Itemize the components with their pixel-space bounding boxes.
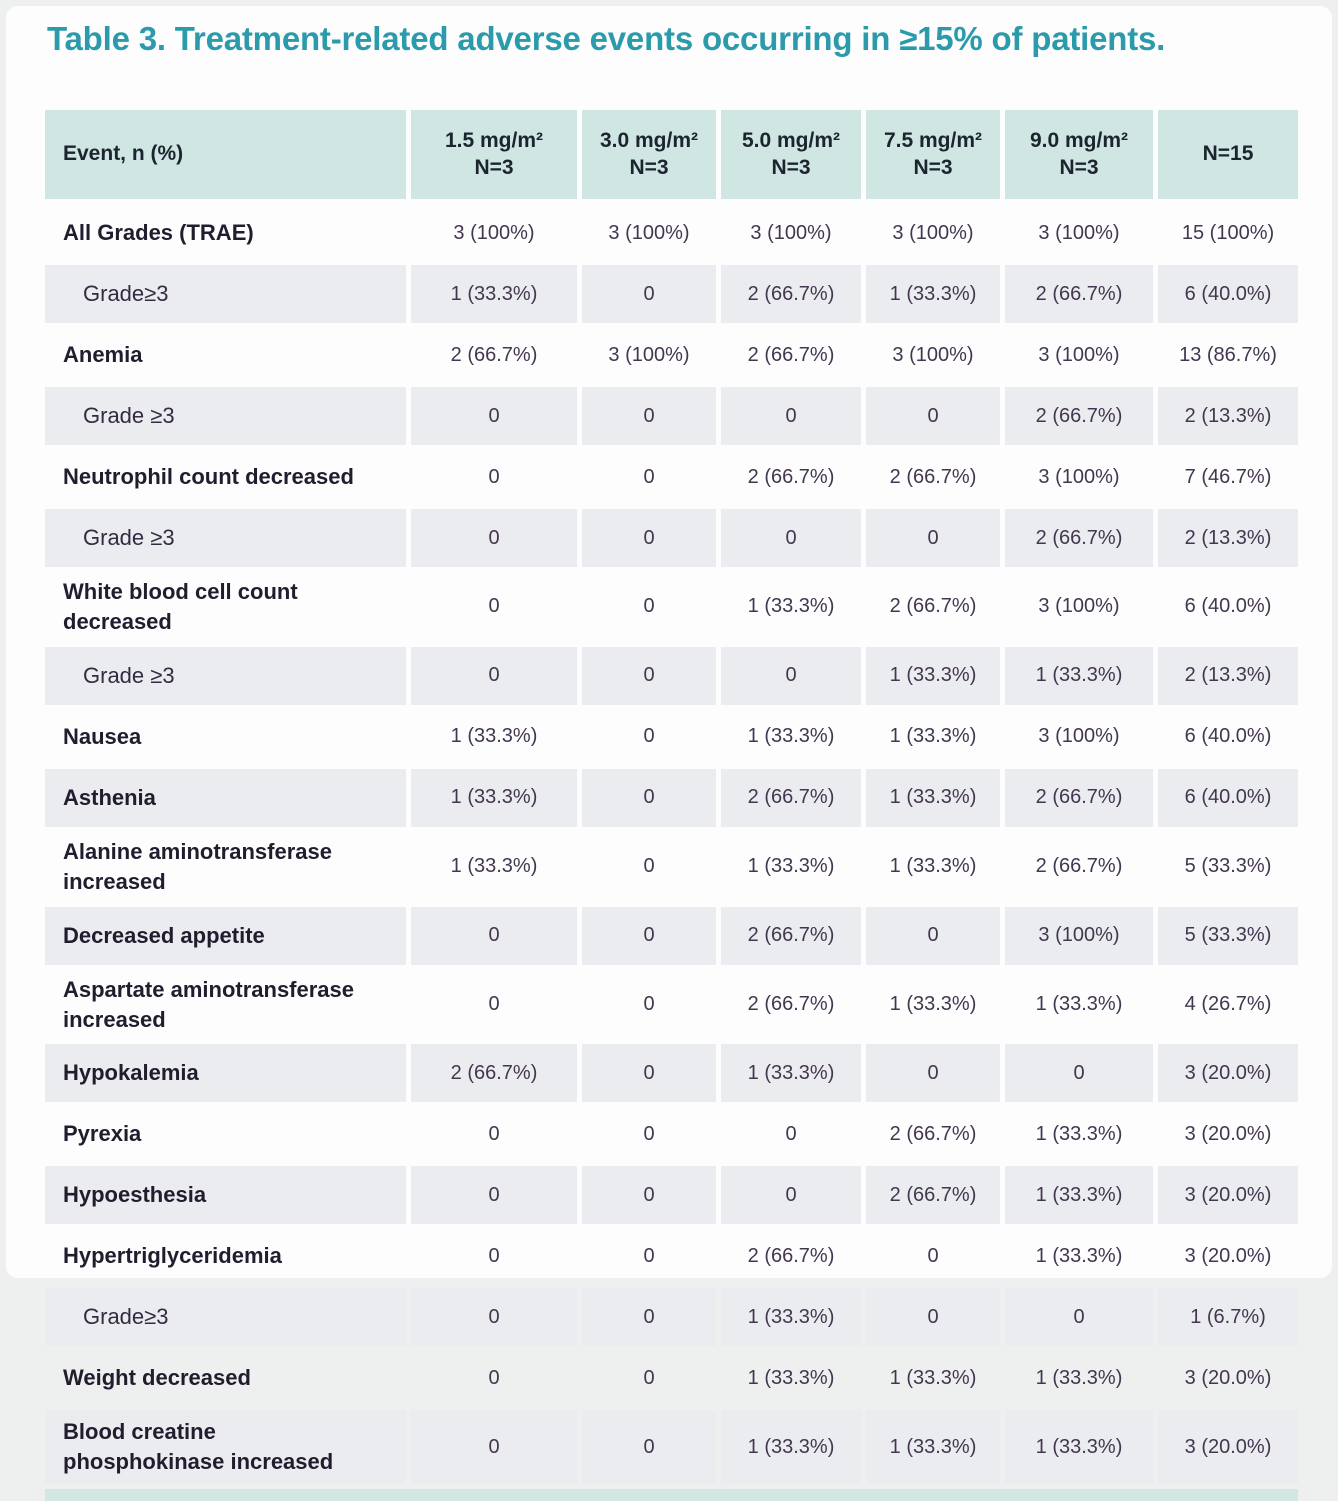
value-cell: 1 (33.3%): [866, 1410, 1000, 1484]
column-header-dose-1: [582, 110, 716, 199]
value-cell: 0: [643, 1122, 655, 1145]
value-cell: 1 (33.3%): [411, 265, 577, 323]
value-cell: 0: [411, 387, 577, 445]
value-cell: 3 (100%): [608, 343, 690, 366]
event-name-cell: Grade≥3: [45, 265, 406, 323]
value-cell: 7 (46.7%): [1184, 465, 1272, 488]
event-row: [45, 1044, 1298, 1102]
event-name-cell: Weight decreased: [63, 1365, 251, 1391]
value-cell: 0: [582, 907, 716, 965]
value-cell: 3 (100%): [1038, 465, 1120, 488]
value-cell: 0: [411, 1166, 577, 1224]
value-cell: 0: [582, 1410, 716, 1484]
value-cell: 0: [643, 595, 655, 618]
value-cell: 3 (100%): [1038, 595, 1120, 618]
value-cell: 1 (33.3%): [747, 1366, 835, 1389]
value-cell: 2 (66.7%): [721, 769, 861, 827]
n-label: N=3: [474, 155, 514, 179]
value-cell: 3 (20.0%): [1184, 1244, 1272, 1267]
value-cell: 1 (33.3%): [721, 1410, 861, 1484]
event-row: [45, 968, 1298, 1042]
value-cell: 2 (66.7%): [721, 265, 861, 323]
event-name-cell: Grade ≥3: [45, 387, 406, 445]
value-cell: 0: [785, 1122, 797, 1145]
grade-sub-row: [45, 509, 1298, 567]
value-cell: 1 (33.3%): [747, 595, 835, 618]
table-footer-bar: [45, 1489, 1298, 1501]
n-label: N=3: [913, 155, 953, 179]
dose-label: 5.0 mg/m²: [741, 129, 841, 153]
value-cell: 6 (40.0%): [1184, 725, 1272, 748]
column-header-dose-4: [1005, 110, 1153, 199]
value-cell: 0: [582, 1288, 716, 1346]
value-cell: 3 (100%): [750, 221, 832, 244]
value-cell: 2 (66.7%): [889, 595, 977, 618]
value-cell: 1 (33.3%): [450, 725, 538, 748]
n-label: N=3: [629, 155, 669, 179]
value-cell: 0: [643, 725, 655, 748]
n-label: N=3: [771, 155, 811, 179]
dose-label: 7.5 mg/m²: [883, 129, 983, 153]
value-cell: 0: [721, 387, 861, 445]
value-cell: 0: [582, 1044, 716, 1102]
value-cell: 1 (33.3%): [450, 855, 538, 878]
event-row: [45, 326, 1298, 384]
event-name-cell: Anemia: [63, 342, 143, 368]
value-cell: 3 (100%): [892, 221, 974, 244]
value-cell: 1 (33.3%): [889, 993, 977, 1016]
value-cell: 2 (66.7%): [721, 907, 861, 965]
value-cell: 1 (33.3%): [411, 769, 577, 827]
event-row: [45, 570, 1298, 644]
value-cell: 6 (40.0%): [1184, 595, 1272, 618]
value-cell: 2 (66.7%): [747, 1244, 835, 1267]
event-name-cell: Blood creatine phosphokinase increased: [45, 1410, 406, 1484]
table-title: Table 3. Treatment-related adverse events occurring in ≥15% of patients.: [47, 20, 1166, 57]
value-cell: 0: [488, 1122, 500, 1145]
value-cell: 3 (20.0%): [1184, 1366, 1272, 1389]
value-cell: 0: [866, 1288, 1000, 1346]
value-cell: 4 (26.7%): [1184, 993, 1272, 1016]
event-name-cell: Grade ≥3: [45, 509, 406, 567]
adverse-events-table: [45, 110, 1298, 1501]
value-cell: 15 (100%): [1181, 221, 1275, 244]
event-name-cell: Asthenia: [45, 769, 406, 827]
event-name-cell: Grade≥3: [45, 1288, 406, 1346]
value-cell: 2 (66.7%): [1005, 509, 1153, 567]
value-cell: 0: [488, 993, 500, 1016]
grade-sub-row: [45, 387, 1298, 445]
value-cell: 1 (33.3%): [1035, 993, 1123, 1016]
dose-label: 3.0 mg/m²: [599, 129, 699, 153]
grade-sub-row: [45, 1288, 1298, 1346]
event-name-cell: Neutrophil count decreased: [63, 464, 354, 490]
value-cell: 0: [927, 1244, 939, 1267]
value-cell: 0: [582, 265, 716, 323]
event-row: [45, 708, 1298, 766]
event-row: [45, 448, 1298, 506]
value-cell: 3 (100%): [1038, 221, 1120, 244]
value-cell: 3 (100%): [1038, 725, 1120, 748]
value-cell: 0: [411, 1410, 577, 1484]
event-row: [45, 907, 1298, 965]
value-cell: 1 (33.3%): [889, 1366, 977, 1389]
value-cell: 0: [643, 855, 655, 878]
table-header-row: [45, 110, 1298, 199]
value-cell: 0: [411, 1288, 577, 1346]
value-cell: 0: [866, 1044, 1000, 1102]
value-cell: 1 (33.3%): [866, 769, 1000, 827]
value-cell: 3 (20.0%): [1184, 1122, 1272, 1145]
value-cell: 3 (20.0%): [1158, 1166, 1298, 1224]
value-cell: 0: [488, 1366, 500, 1389]
dose-label: 1.5 mg/m²: [444, 129, 544, 153]
value-cell: 0: [866, 387, 1000, 445]
column-header-dose-2: [721, 110, 861, 199]
event-row: [45, 1166, 1298, 1224]
value-cell: 0: [1005, 1288, 1153, 1346]
value-cell: 1 (33.3%): [721, 1044, 861, 1102]
dose-label: N=15: [1202, 142, 1254, 166]
value-cell: 3 (100%): [892, 343, 974, 366]
value-cell: 0: [643, 1366, 655, 1389]
event-name-cell: Alanine aminotransferase increased: [63, 838, 332, 894]
value-cell: 1 (33.3%): [747, 725, 835, 748]
value-cell: 0: [643, 993, 655, 1016]
value-cell: 1 (6.7%): [1158, 1288, 1298, 1346]
value-cell: 1 (33.3%): [1005, 1166, 1153, 1224]
event-name-cell: Pyrexia: [63, 1121, 142, 1147]
value-cell: 2 (66.7%): [1005, 769, 1153, 827]
value-cell: 5 (33.3%): [1184, 855, 1272, 878]
value-cell: 1 (33.3%): [1035, 1122, 1123, 1145]
value-cell: 1 (33.3%): [721, 1288, 861, 1346]
value-cell: 5 (33.3%): [1158, 907, 1298, 965]
value-cell: 3 (100%): [608, 221, 690, 244]
value-cell: 0: [1005, 1044, 1153, 1102]
column-header-dose-0: [411, 110, 577, 199]
value-cell: 1 (33.3%): [866, 647, 1000, 705]
value-cell: 1 (33.3%): [889, 855, 977, 878]
value-cell: 6 (40.0%): [1158, 769, 1298, 827]
value-cell: 2 (13.3%): [1158, 647, 1298, 705]
value-cell: 3 (100%): [453, 221, 535, 244]
value-cell: 0: [488, 595, 500, 618]
value-cell: 3 (100%): [1005, 907, 1153, 965]
value-cell: 2 (66.7%): [1005, 265, 1153, 323]
event-row: [45, 769, 1298, 827]
value-cell: 2 (66.7%): [450, 343, 538, 366]
value-cell: 1 (33.3%): [889, 725, 977, 748]
event-row: [45, 204, 1298, 262]
event-name-cell: Grade ≥3: [45, 647, 406, 705]
event-row: [45, 1349, 1298, 1407]
grade-sub-row: [45, 265, 1298, 323]
event-name-cell: Hypertriglyceridemia: [63, 1243, 282, 1269]
value-cell: 2 (66.7%): [889, 465, 977, 488]
n-label: N=3: [1059, 155, 1099, 179]
value-cell: 0: [411, 907, 577, 965]
value-cell: 0: [866, 509, 1000, 567]
value-cell: 0: [582, 1166, 716, 1224]
value-cell: 0: [643, 465, 655, 488]
value-cell: 1 (33.3%): [1035, 1366, 1123, 1389]
column-header-event: Event, n (%): [45, 110, 406, 199]
event-name-cell: Hypokalemia: [45, 1044, 406, 1102]
event-name-cell: Aspartate aminotransferase increased: [63, 976, 355, 1032]
value-cell: 6 (40.0%): [1158, 265, 1298, 323]
value-cell: 2 (66.7%): [1035, 855, 1123, 878]
event-name-cell: Decreased appetite: [45, 907, 406, 965]
value-cell: 0: [488, 1244, 500, 1267]
value-cell: 2 (66.7%): [411, 1044, 577, 1102]
event-row: [45, 1227, 1298, 1285]
column-header-dose-3: [866, 110, 1000, 199]
value-cell: 0: [582, 647, 716, 705]
event-row: [45, 1105, 1298, 1163]
value-cell: 1 (33.3%): [747, 855, 835, 878]
value-cell: 3 (20.0%): [1158, 1044, 1298, 1102]
value-cell: 3 (20.0%): [1158, 1410, 1298, 1484]
value-cell: 0: [643, 1244, 655, 1267]
value-cell: 0: [866, 907, 1000, 965]
value-cell: 1 (33.3%): [1035, 1244, 1123, 1267]
value-cell: 0: [721, 509, 861, 567]
event-name-cell: All Grades (TRAE): [63, 220, 254, 246]
event-name-cell: Nausea: [63, 723, 142, 749]
value-cell: 0: [721, 1166, 861, 1224]
value-cell: 2 (13.3%): [1158, 509, 1298, 567]
value-cell: 1 (33.3%): [1005, 1410, 1153, 1484]
event-name-cell: White blood cell count decreased: [63, 579, 298, 634]
value-cell: 0: [721, 647, 861, 705]
value-cell: 2 (13.3%): [1158, 387, 1298, 445]
value-cell: 1 (33.3%): [1005, 647, 1153, 705]
page-card: [6, 6, 1332, 1475]
event-name-cell: Hypoesthesia: [45, 1166, 406, 1224]
value-cell: 2 (66.7%): [747, 465, 835, 488]
value-cell: 2 (66.7%): [747, 343, 835, 366]
value-cell: 0: [582, 387, 716, 445]
value-cell: 3 (100%): [1038, 343, 1120, 366]
value-cell: 0: [582, 769, 716, 827]
value-cell: 2 (66.7%): [866, 1166, 1000, 1224]
value-cell: 13 (86.7%): [1179, 343, 1277, 366]
value-cell: 0: [411, 509, 577, 567]
value-cell: 2 (66.7%): [889, 1122, 977, 1145]
value-cell: 0: [582, 509, 716, 567]
value-cell: 2 (66.7%): [747, 993, 835, 1016]
event-row: [45, 830, 1298, 904]
value-cell: 0: [411, 647, 577, 705]
column-header-dose-5: [1158, 110, 1298, 199]
grade-sub-row: [45, 647, 1298, 705]
dose-label: 9.0 mg/m²: [1029, 129, 1129, 153]
value-cell: 1 (33.3%): [866, 265, 1000, 323]
value-cell: 0: [488, 465, 500, 488]
value-cell: 2 (66.7%): [1005, 387, 1153, 445]
event-row: [45, 1410, 1298, 1484]
